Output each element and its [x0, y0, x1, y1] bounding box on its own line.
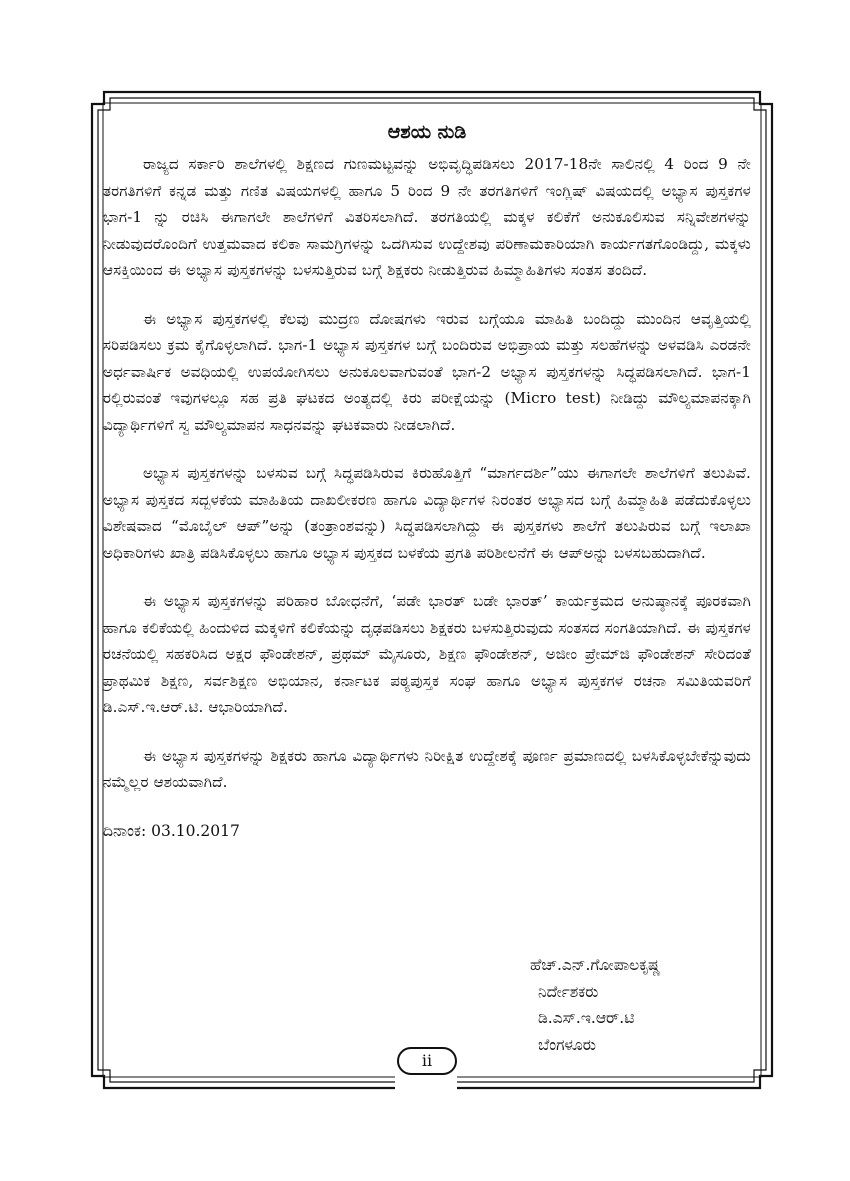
signatory-name: ಹೆಚ್.ಎನ್.ಗೋಪಾಲಕೃಷ್ಣ [530, 956, 661, 974]
signatory-office: ಡಿ.ಎಸ್.ಇ.ಆರ್.ಟಿ [538, 1009, 635, 1027]
paragraph-1: ರಾಜ್ಯದ ಸರ್ಕಾರಿ ಶಾಲೆಗಳಲ್ಲಿ ಶಿಕ್ಷಣದ ಗುಣಮಟ್ಟವನ್ನು ಅಭಿವೃದ್ಧಿಪಡಿಸಲು 2017-18ನೇ ಸಾಲಿನಲ್ಲಿ 4 ರಿಂದ 9 ನೇ ತರಗತಿಗಳಿಗೆ ಕನ್ನಡ ಮತ್ತು ಗಣಿತ ವಿಷಯಗಳಲ್ಲಿ ಹಾಗೂ 5 ರಿಂದ 9 ನೇ ತರಗತಿಗಳಿಗೆ ಇಂಗ್ಲಿಷ್ ವಿಷಯದಲ್ಲಿ ಅಭ್ಯಾಸ ಪುಸ್ತಕಗಳ ಭಾಗ-1 ನ್ನು ರಚಿಸಿ ಈಗಾಗಲೇ ಶಾಲೆಗಳಿಗೆ ವಿತರಿಸಲಾಗಿದೆ. ತರಗತಿಯಲ್ಲಿ ಮಕ್ಕಳ ಕಲಿಕೆಗೆ ಅನುಕೂಲಿಸುವ ಸನ್ನಿವೇಶಗಳನ್ನು ನೀಡುವುದರೊಂದಿಗೆ ಉತ್ತಮವಾದ ಕಲಿಕಾ ಸಾಮಗ್ರಿಗಳನ್ನು ಒದಗಿಸುವ ಉದ್ದೇಶವು ಪರಿಣಾಮಕಾರಿಯಾಗಿ ಕಾರ್ಯಗತಗೊಂಡಿದ್ದು, ಮಕ್ಕಳು ಆಸಕ್ತಿಯಿಂದ ಈ ಅಭ್ಯಾಸ ಪುಸ್ತಕಗಳನ್ನು ಬಳಸುತ್ತಿರುವ ಬಗ್ಗೆ ಶಿಕ್ಷಕರು ನೀಡುತ್ತಿರುವ ಹಿಮ್ಮಾಹಿತಿಗಳು ಸಂತಸ ತಂದಿದೆ. [103, 155, 751, 279]
date-line: ದಿನಾಂಕ: 03.10.2017 [103, 821, 240, 840]
foreword-content [103, 118, 751, 844]
paragraph-4: ಈ ಅಭ್ಯಾಸ ಪುಸ್ತಕಗಳನ್ನು ಪರಿಹಾರ ಬೋಧನೆಗೆ, ‘ಪಡೇ ಭಾರತ್ ಬಡೇ ಭಾರತ್’ ಕಾರ್ಯಕ್ರಮದ ಅನುಷ್ಠಾನಕ್ಕೆ ಪೂರಕವಾಗಿ ಹಾಗೂ ಕಲಿಕೆಯಲ್ಲಿ ಹಿಂದುಳಿದ ಮಕ್ಕಳಿಗೆ ಕಲಿಕೆಯನ್ನು ದೃಢಪಡಿಸಲು ಶಿಕ್ಷಕರು ಬಳಸುತ್ತಿರುವುದು ಸಂತಸದ ಸಂಗತಿಯಾಗಿದೆ. ಈ ಪುಸ್ತಕಗಳ ರಚನೆಯಲ್ಲಿ ಸಹಕರಿಸಿದ ಅಕ್ಷರ ಫೌಂಡೇಶನ್, ಪ್ರಥಮ್ ಮೈಸೂರು, ಶಿಕ್ಷಣ ಫೌಂಡೇಶನ್, ಅಜೀಂ ಪ್ರೇಮ್‌ಜಿ ಫೌಂಡೇಶನ್ ಸೇರಿದಂತೆ ಪ್ರಾಥಮಿಕ ಶಿಕ್ಷಣ, ಸರ್ವಶಿಕ್ಷಣ ಅಭಿಯಾನ, ಕರ್ನಾಟಕ ಪಠ್ಯಪುಸ್ತಕ ಸಂಘ ಹಾಗೂ ಅಭ್ಯಾಸ ಪುಸ್ತಕಗಳ ರಚನಾ ಸಮಿತಿಯವರಿಗೆ ಡಿ.ಎಸ್.ಇ.ಆರ್.ಟಿ. ಆಭಾರಿಯಾಗಿದೆ. [103, 592, 751, 716]
signatory-place: ಬೆಂಗಳೂರು [538, 1035, 596, 1054]
paragraph-5: ಈ ಅಭ್ಯಾಸ ಪುಸ್ತಕಗಳನ್ನು ಶಿಕ್ಷಕರು ಹಾಗೂ ವಿದ್ಯಾರ್ಥಿಗಳು ನಿರೀಕ್ಷಿತ ಉದ್ದೇಶಕ್ಕೆ ಪೂರ್ಣ ಪ್ರಮಾಣದಲ್ಲಿ ಬಳಸಿಕೊಳ್ಳಬೇಕೆನ್ನುವುದು ನಮ್ಮೆಲ್ಲರ ಆಶಯವಾಗಿದೆ. [103, 746, 751, 791]
paragraph-2: ಈ ಅಭ್ಯಾಸ ಪುಸ್ತಕಗಳಲ್ಲಿ ಕೆಲವು ಮುದ್ರಣ ದೋಷಗಳು ಇರುವ ಬಗ್ಗೆಯೂ ಮಾಹಿತಿ ಬಂದಿದ್ದು ಮುಂದಿನ ಆವೃತ್ತಿಯಲ್ಲಿ ಸರಿಪಡಿಸಲು ಕ್ರಮ ಕೈಗೊಳ್ಳಲಾಗಿದೆ. ಭಾಗ-1 ಅಭ್ಯಾಸ ಪುಸ್ತಕಗಳ ಬಗ್ಗೆ ಬಂದಿರುವ ಅಭಿಪ್ರಾಯ ಮತ್ತು ಸಲಹೆಗಳನ್ನು ಅಳವಡಿಸಿ ಎರಡನೇ ಅರ್ಧವಾರ್ಷಿಕ ಅವಧಿಯಲ್ಲಿ ಉಪಯೋಗಿಸಲು ಅನುಕೂಲವಾಗುವಂತೆ ಭಾಗ-2 ಅಭ್ಯಾಸ ಪುಸ್ತಕಗಳನ್ನು ಸಿದ್ಧಪಡಿಸಲಾಗಿದೆ. ಭಾಗ-1 ರಲ್ಲಿರುವಂತೆ ಇವುಗಳಲ್ಲೂ ಸಹ ಪ್ರತಿ ಘಟಕದ ಅಂತ್ಯದಲ್ಲಿ ಕಿರು ಪರೀಕ್ಷೆಯನ್ನು (Micro test) ನೀಡಿದ್ದು ಮೌಲ್ಯಮಾಪನಕ್ಕಾಗಿ ವಿದ್ಯಾರ್ಥಿಗಳಿಗೆ ಸ್ವ ಮೌಲ್ಯಮಾಪನ ಸಾಧನವನ್ನು ಘಟಕವಾರು ನೀಡಲಾಗಿದೆ. [103, 309, 751, 434]
signature-block [530, 952, 661, 1058]
signatory-designation: ನಿರ್ದೇಶಕರು [538, 982, 599, 1001]
page-number: ii [397, 1047, 457, 1075]
page-title: ಆಶಯ ನುಡಿ [387, 121, 467, 143]
paragraph-3: ಅಭ್ಯಾಸ ಪುಸ್ತಕಗಳನ್ನು ಬಳಸುವ ಬಗ್ಗೆ ಸಿದ್ಧಪಡಿಸಿರುವ ಕಿರುಹೊತ್ತಿಗೆ “ಮಾರ್ಗದರ್ಶಿ”ಯು ಈಗಾಗಲೇ ಶಾಲೆಗಳಿಗೆ ತಲುಪಿವೆ. ಅಭ್ಯಾಸ ಪುಸ್ತಕದ ಸದ್ಬಳಕೆಯ ಮಾಹಿತಿಯ ದಾಖಲೀಕರಣ ಹಾಗೂ ವಿದ್ಯಾರ್ಥಿಗಳ ನಿರಂತರ ಅಭ್ಯಾಸದ ಬಗ್ಗೆ ಹಿಮ್ಮಾಹಿತಿ ಪಡೆದುಕೊಳ್ಳಲು ವಿಶೇಷವಾದ “ಮೊಬೈಲ್ ಆಪ್”ಅನ್ನು (ತಂತ್ರಾಂಶವನ್ನು) ಸಿದ್ಧಪಡಿಸಲಾಗಿದ್ದು ಈ ಪುಸ್ತಕಗಳು ಶಾಲೆಗೆ ತಲುಪಿರುವ ಬಗ್ಗೆ ಇಲಾಖಾ ಅಧಿಕಾರಿಗಳು ಖಾತ್ರಿ ಪಡಿಸಿಕೊಳ್ಳಲು ಹಾಗೂ ಅಭ್ಯಾಸ ಪುಸ್ತಕದ ಬಳಕೆಯ ಪ್ರಗತಿ ಪರಿಶೀಲನೆಗೆ ಈ ಆಪ್‌ಅನ್ನು ಬಳಸಬಹುದಾಗಿದೆ. [103, 464, 751, 562]
